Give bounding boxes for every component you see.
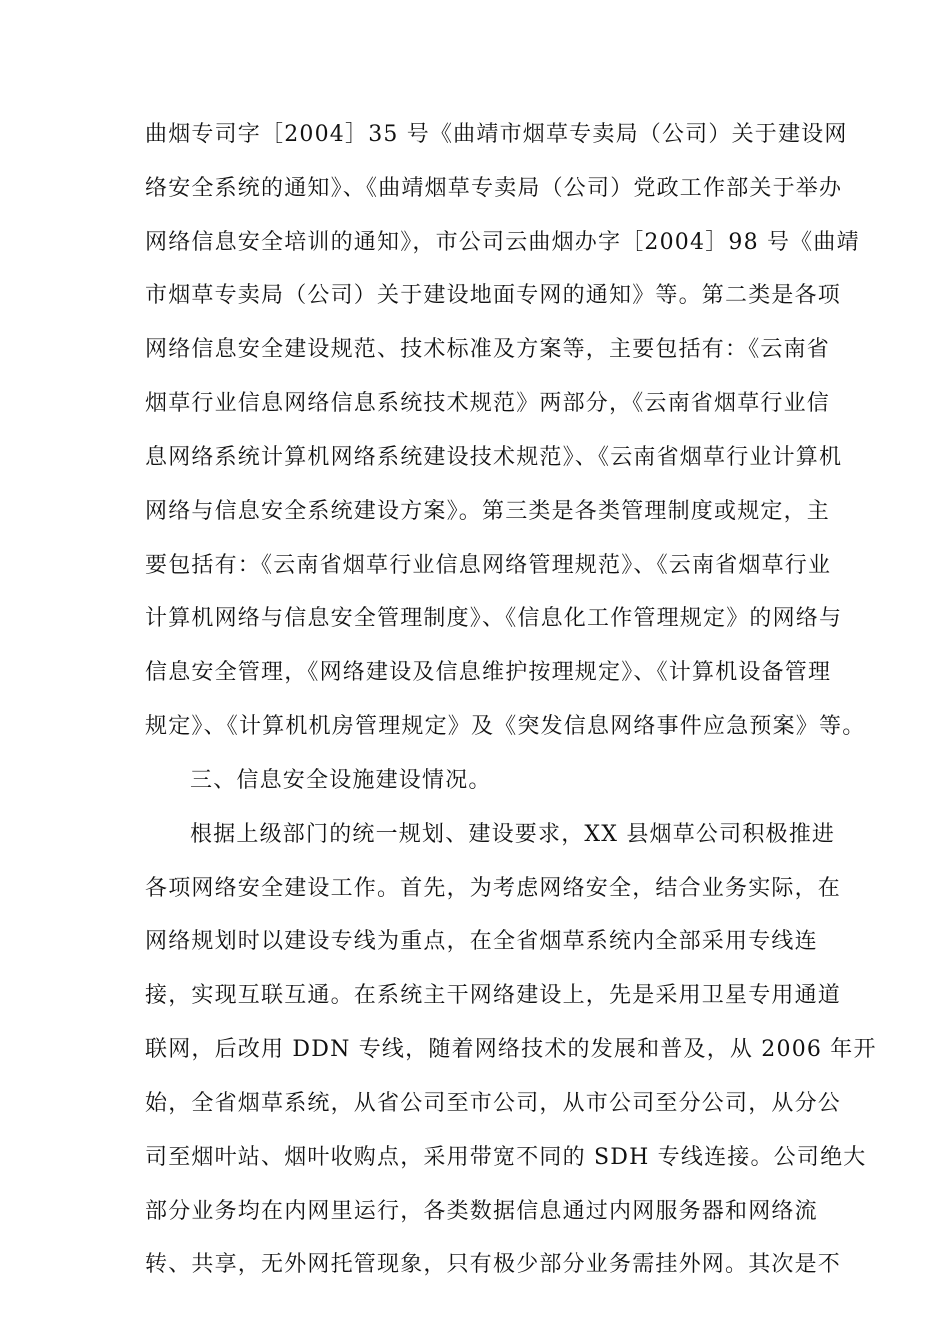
text-line: 始，全省烟草系统，从省公司至市公司，从市公司至分公司，从分公 bbox=[145, 1091, 842, 1116]
text-line: 息网络系统计算机网络系统建设技术规范》、《云南省烟草行业计算机 bbox=[145, 445, 843, 470]
text-line: 络安全系统的通知》、《曲靖烟草专卖局（公司）党政工作部关于举办 bbox=[145, 176, 843, 201]
text-line: 联网，后改用 DDN 专线，随着网络技术的发展和普及，从 2006 年开 bbox=[145, 1037, 877, 1062]
text-line: 市烟草专卖局（公司）关于建设地面专网的通知》等。第二类是各项 bbox=[145, 283, 842, 308]
text-line: 规定》、《计算机机房管理规定》及《突发信息网络事件应急预案》等。 bbox=[145, 714, 866, 739]
text-line: 网络与信息安全系统建设方案》。第三类是各类管理制度或规定，主 bbox=[145, 499, 831, 524]
text-line: 曲烟专司字［2004］35 号《曲靖市烟草专卖局（公司）关于建设网 bbox=[145, 122, 848, 147]
text-line: 各项网络安全建设工作。首先，为考虑网络安全，结合业务实际，在 bbox=[145, 876, 842, 901]
text-line: 根据上级部门的统一规划、建设要求，XX 县烟草公司积极推进 bbox=[190, 822, 836, 847]
text-line: 转、共享，无外网托管现象，只有极少部分业务需挂外网。其次是不 bbox=[145, 1252, 842, 1277]
text-line: 接，实现互联互通。在系统主干网络建设上，先是采用卫星专用通道 bbox=[145, 983, 842, 1008]
text-line: 网络信息安全培训的通知》，市公司云曲烟办字［2004］98 号《曲靖 bbox=[145, 230, 860, 255]
text-line: 计算机网络与信息安全管理制度》、《信息化工作管理规定》的网络与 bbox=[145, 606, 843, 631]
text-line: 网络信息安全建设规范、技术标准及方案等，主要包括有：《云南省 bbox=[145, 337, 831, 362]
text-line: 司至烟叶站、烟叶收购点，采用带宽不同的 SDH 专线连接。公司绝大 bbox=[145, 1145, 867, 1170]
text-line: 部分业务均在内网里运行，各类数据信息通过内网服务器和网络流 bbox=[145, 1199, 818, 1224]
section-heading: 三、信息安全设施建设情况。 bbox=[190, 768, 492, 793]
text-line: 要包括有：《云南省烟草行业信息网络管理规范》、《云南省烟草行业 bbox=[145, 553, 832, 578]
text-line: 信息安全管理，《网络建设及信息维护按理规定》、《计算机设备管理 bbox=[145, 660, 832, 685]
text-line: 烟草行业信息网络信息系统技术规范》两部分，《云南省烟草行业信 bbox=[145, 391, 831, 416]
text-line: 网络规划时以建设专线为重点，在全省烟草系统内全部采用专线连 bbox=[145, 929, 818, 954]
